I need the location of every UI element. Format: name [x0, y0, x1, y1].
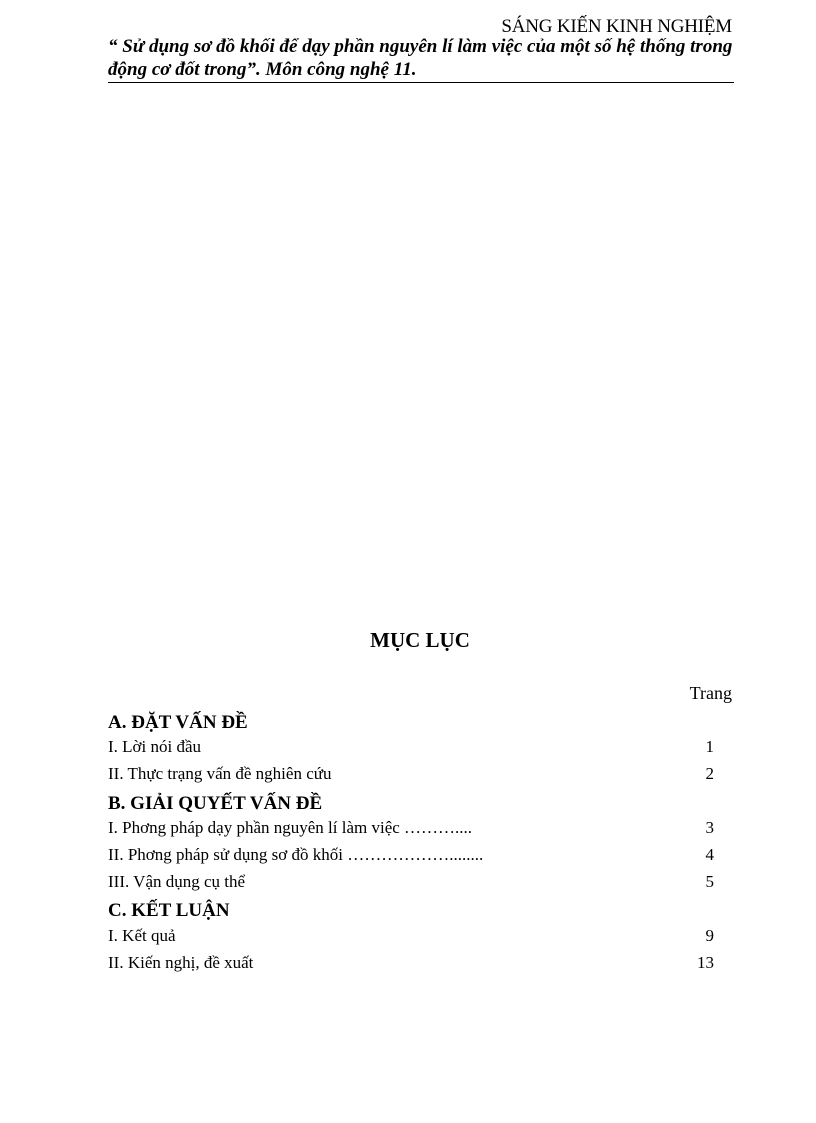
toc-item-label: III. Vận dụng cụ thể	[108, 872, 246, 891]
toc-item-page: 13	[697, 953, 714, 972]
toc-item[interactable]	[108, 926, 714, 946]
header-title-line-2: động cơ đốt trong”. Môn công nghệ 11.	[108, 59, 417, 80]
toc-item[interactable]	[108, 953, 714, 973]
toc-item-label: II. Kiến nghị, đề xuất	[108, 953, 254, 972]
toc-item-page: 1	[705, 737, 714, 756]
toc-item-page: 2	[705, 764, 714, 783]
toc-item-label: I. Kết quả	[108, 926, 176, 945]
toc-item-label: II. Thực trạng vấn đề nghiên cứu	[108, 764, 332, 783]
toc-heading: MỤC LỤC	[370, 628, 470, 652]
toc-item[interactable]	[108, 737, 714, 757]
toc-item[interactable]	[108, 872, 714, 892]
header-label: SÁNG KIẾN KINH NGHIỆM	[501, 16, 732, 37]
toc-section-b: B. GIẢI QUYẾT VẤN ĐỀ	[108, 793, 323, 814]
toc-section-a: A. ĐẶT VẤN ĐỀ	[108, 712, 248, 733]
page-column-label: Trang	[689, 683, 732, 703]
toc-item-page: 3	[705, 818, 714, 837]
toc-section-c: C. KẾT LUẬN	[108, 900, 230, 921]
toc-item[interactable]	[108, 818, 714, 838]
toc-item-label: I. Lời nói đầu	[108, 737, 202, 756]
toc-item-label: I. Phơng pháp dạy phần nguyên lí làm việc ………....	[108, 818, 473, 837]
toc-item-page: 5	[705, 872, 714, 891]
header-title-line-1: “ Sử dụng sơ đồ khối để dạy phần nguyên lí làm việc của một số hệ thống trong	[108, 36, 733, 57]
toc-item-label: II. Phơng pháp sử dụng sơ đồ khối ………………........	[108, 845, 484, 864]
toc-item-page: 9	[705, 926, 714, 945]
toc-item-page: 4	[705, 845, 714, 864]
toc-item[interactable]	[108, 845, 714, 865]
toc-item[interactable]	[108, 764, 714, 784]
header-title	[108, 35, 734, 83]
